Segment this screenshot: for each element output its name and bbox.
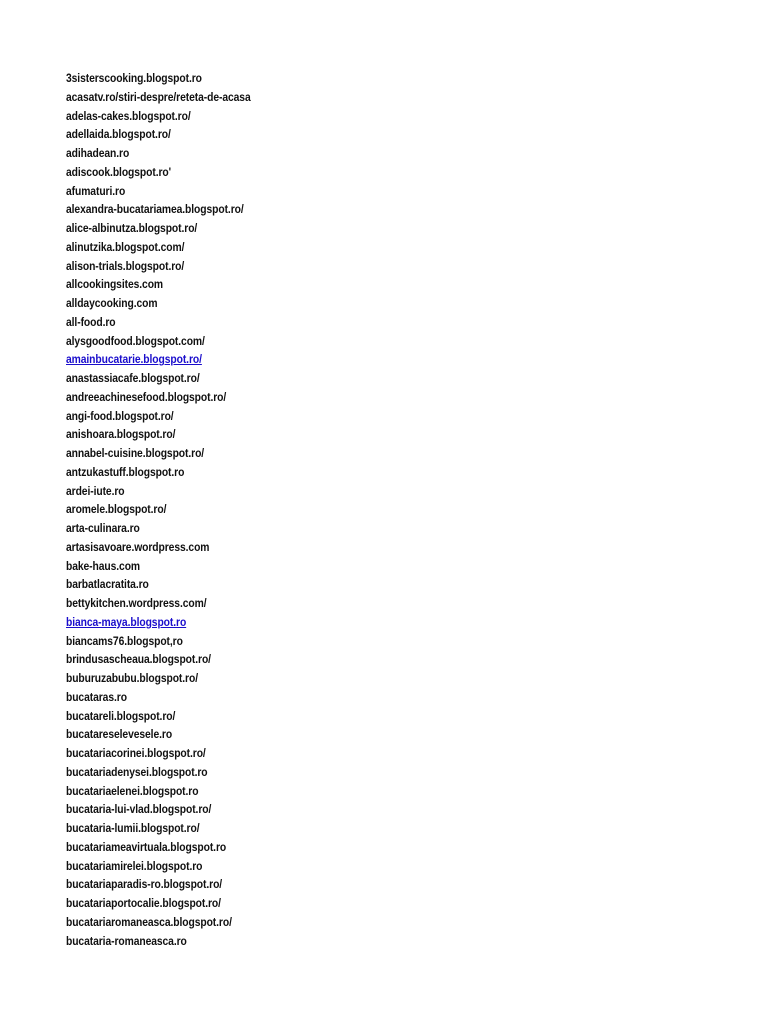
list-item: barbatlacratita.ro [66,577,149,592]
list-item: alison-trials.blogspot.ro/ [66,258,185,273]
site-link[interactable]: bianca-maya.blogspot.ro [66,614,187,629]
list-item: bucatariacorinei.blogspot.ro/ [66,746,206,760]
list-item: allcookingsites.com [66,277,164,292]
list-item: bucatariaelenei.blogspot.ro [66,783,199,798]
list-item: arta-culinara.ro [66,521,140,535]
list-item: bucatareli.blogspot.ro/ [66,708,176,723]
list-item: bake-haus.com [66,558,141,573]
list-item: andreeachinesefood.blogspot.ro/ [66,389,227,404]
list-item: 3sisterscooking.blogspot.ro [66,71,202,85]
list-item: adelas-cakes.blogspot.ro/ [66,108,191,123]
list-item: bettykitchen.wordpress.com/ [66,596,207,610]
list-item: afumaturi.ro [66,183,126,198]
list-item: bucataria-lui-vlad.blogspot.ro/ [66,802,212,817]
list-item: bucatariaportocalie.blogspot.ro/ [66,896,221,910]
list-item: adellaida.blogspot.ro/ [66,127,171,142]
list-item: angi-food.blogspot.ro/ [66,408,174,423]
list-item: buburuzabubu.blogspot.ro/ [66,671,198,685]
list-item: alice-albinutza.blogspot.ro/ [66,221,198,235]
list-item: bucataria-lumii.blogspot.ro/ [66,821,200,835]
list-item: anishoara.blogspot.ro/ [66,427,176,442]
list-item: bucatariameavirtuala.blogspot.ro [66,839,227,854]
list-item: bucatariaparadis-ro.blogspot.ro/ [66,877,223,892]
list-item: bucatariamirelei.blogspot.ro [66,858,203,873]
list-item: acasatv.ro/stiri-despre/reteta-de-acasa [66,89,251,104]
list-item: all-food.ro [66,314,116,329]
list-item: bucatareselevesele.ro [66,727,173,742]
list-item: annabel-cuisine.blogspot.ro/ [66,446,205,460]
list-item: adihadean.ro [66,146,130,160]
site-list [66,69,281,950]
list-item: alinutzika.blogspot.com/ [66,239,185,254]
list-item: alysgoodfood.blogspot.com/ [66,333,205,348]
list-item: bucataras.ro [66,689,127,704]
list-item: anastassiacafe.blogspot.ro/ [66,371,200,385]
list-item: bucatariaromaneasca.blogspot.ro/ [66,914,232,929]
list-item: artasisavoare.wordpress.com [66,539,210,554]
list-item: ardei-iute.ro [66,483,125,498]
list-item: brindusascheaua.blogspot.ro/ [66,652,211,667]
list-item: biancams76.blogspot,ro [66,633,183,648]
list-item: aromele.blogspot.ro/ [66,502,167,517]
list-item: bucataria-romaneasca.ro [66,933,187,948]
list-item: bucatariadenysei.blogspot.ro [66,764,208,779]
site-link[interactable]: amainbucatarie.blogspot.ro/ [66,352,202,367]
list-item: adiscook.blogspot.ro' [66,164,172,179]
list-item: alldaycooking.com [66,296,158,310]
list-item: antzukastuff.blogspot.ro [66,464,185,479]
list-item: alexandra-bucatariamea.blogspot.ro/ [66,202,244,217]
